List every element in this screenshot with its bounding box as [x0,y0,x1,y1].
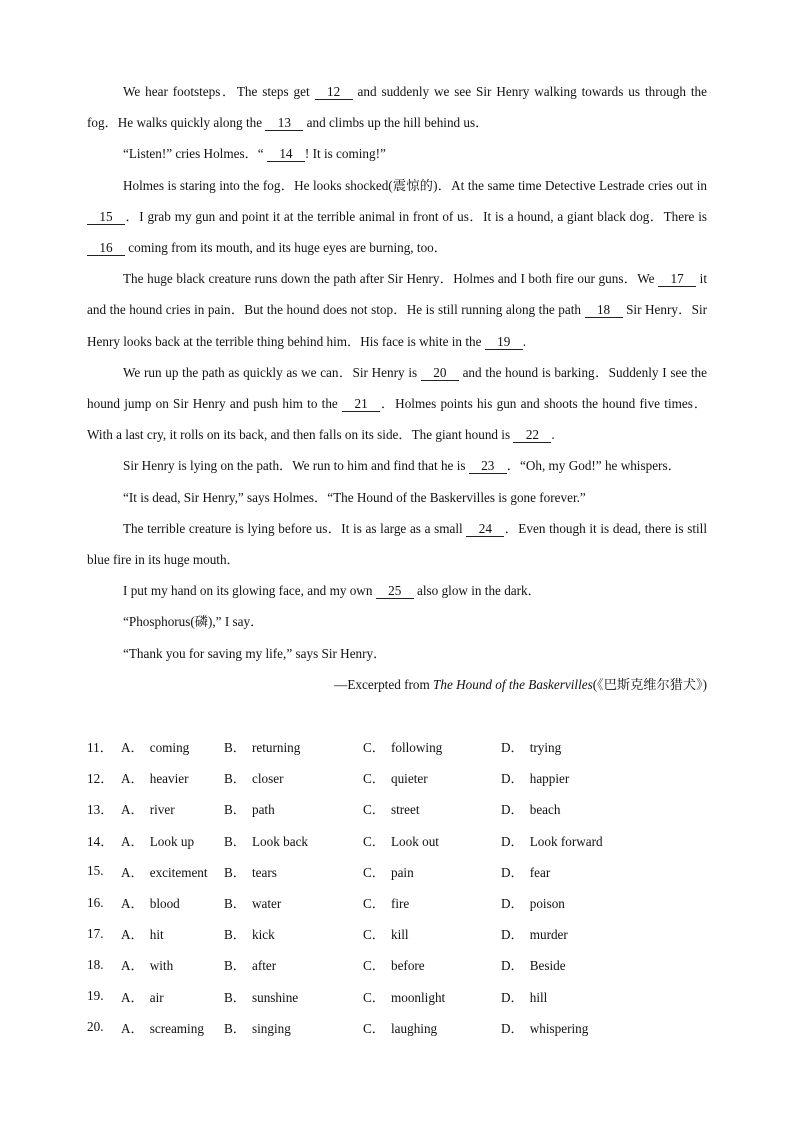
option-text: kill [390,927,409,943]
answer-blank[interactable]: 25 [376,583,414,599]
passage-text: We hear footsteps．The steps get [123,84,315,99]
option-letter: D． [501,896,524,912]
answer-blank[interactable]: 23 [469,458,507,474]
option-d[interactable] [501,955,661,974]
option-letter: A． [121,1020,144,1036]
option-letter: B． [224,927,246,943]
answer-blank[interactable]: 14 [267,146,305,162]
option-d[interactable] [501,768,661,787]
option-b[interactable] [224,893,363,912]
passage-paragraph [87,263,707,357]
passage-text: also glow in the dark． [413,583,541,599]
question-number: 16. [87,894,104,910]
option-a[interactable] [121,893,224,912]
passage-text: Sir Henry．Sir Henry looks back at the terrible thing behind him．His face is white in the [87,302,707,349]
passage-text: Sir Henry is lying on the path．We run to him and find that he is [123,458,469,474]
passage-paragraph [87,76,707,138]
option-text: fear [529,864,551,880]
option-text: trying [529,740,562,756]
passage-text: and suddenly we see Sir Henry walking towards us through the fog．He walks quickly along the [87,84,707,131]
option-text: kick [251,927,275,943]
option-a[interactable] [121,955,224,974]
question-row [87,825,707,856]
question-number: 15. [87,863,104,879]
option-letter: C． [363,864,385,880]
option-text: river [149,802,175,818]
option-text: singing [251,1020,291,1036]
option-text: pain [390,864,414,880]
answer-blank[interactable]: 12 [315,84,353,100]
option-text: heavier [149,771,189,787]
option-c[interactable] [363,737,501,756]
option-letter: C． [363,1020,385,1036]
option-d[interactable] [501,862,661,881]
option-d[interactable] [501,1018,661,1037]
option-b[interactable] [224,768,363,787]
question-row [87,856,707,887]
option-text: fire [390,896,410,912]
source-suffix: (《巴斯克维尔猎犬》) [592,676,707,692]
passage-text: ．I grab my gun and point it at the terrible animal in front of us．It is a hound, a giant black dog．There is [125,208,707,224]
passage-text: ．Holmes points his gun and shoots the hound five times．With a last cry, it rolls on its back, and then falls on its side．The giant hound is [87,396,708,443]
question-number: 18. [87,956,104,972]
option-c[interactable] [363,831,501,850]
option-letter: B． [224,802,246,818]
option-d[interactable] [501,893,661,912]
answer-blank[interactable]: 13 [265,115,303,131]
option-text: whispering [529,1020,589,1036]
option-d[interactable] [501,799,661,818]
passage-text: I put my hand on its glowing face, and my own [123,583,376,599]
option-text: hill [529,989,548,1005]
source-prefix: —Excerpted from [334,676,434,692]
option-text: sunshine [251,989,299,1005]
option-c[interactable] [363,955,501,974]
option-text: hit [149,927,164,943]
reading-passage [87,76,707,700]
passage-text: coming from its mouth, and its huge eyes are burning, too． [125,240,447,256]
passage-text: We run up the path as quickly as we can．Sir Henry is [123,364,421,380]
option-text: before [390,958,425,974]
passage-text: “Phosphorus(磷),” I say． [123,614,264,630]
option-b[interactable] [224,737,363,756]
question-row [87,981,707,1012]
answer-blank[interactable]: 16 [87,240,125,256]
option-c[interactable] [363,893,501,912]
option-text: closer [251,771,284,787]
answer-blank[interactable]: 20 [421,365,459,381]
option-text: after [251,958,277,974]
option-text: following [390,740,443,756]
option-text: murder [529,927,568,943]
option-letter: D． [501,927,524,943]
option-c[interactable] [363,862,501,881]
option-letter: B． [224,1020,246,1036]
passage-text: ．Even though it is dead, there is still blue fire in its huge mouth． [87,520,707,568]
option-text: Look out [390,833,439,849]
answer-blank[interactable]: 24 [466,521,504,537]
passage-paragraph [87,450,707,481]
option-text: returning [251,740,301,756]
question-number: 12． [87,771,114,787]
option-letter: A． [121,833,144,849]
option-letter: D． [501,1020,524,1036]
option-a[interactable] [121,768,224,787]
option-letter: A． [121,958,144,974]
option-a[interactable] [121,987,224,1006]
option-text: quieter [390,771,428,787]
passage-paragraph [87,606,707,637]
option-a[interactable] [121,862,224,881]
answer-blank[interactable]: 15 [87,209,125,225]
option-letter: B． [224,989,246,1005]
question-number: 17. [87,925,104,941]
passage-text: . [551,427,555,443]
option-text: street [390,802,420,818]
option-b[interactable] [224,1018,363,1037]
source-title: The Hound of the Baskervilles [433,676,593,692]
answer-blank[interactable]: 18 [585,302,623,318]
option-letter: C． [363,771,385,787]
option-letter: D． [501,958,524,974]
question-number: 19. [87,988,104,1004]
answer-blank[interactable]: 21 [342,396,380,412]
option-text: poison [529,896,565,912]
option-text: laughing [390,1020,438,1036]
passage-text: ! It is coming!” [304,146,386,162]
option-letter: D． [501,833,524,849]
passage-paragraph [87,138,707,169]
option-letter: C． [363,802,385,818]
option-b[interactable] [224,831,363,850]
option-d[interactable] [501,924,661,943]
question-row [87,887,707,918]
option-c[interactable] [363,924,501,943]
question-number: 14． [87,833,114,849]
passage-paragraph [87,513,707,575]
option-letter: B． [224,771,246,787]
option-text: path [251,802,275,818]
option-text: coming [149,740,190,756]
option-letter: C． [363,989,385,1005]
passage-text: and the hound is barking．Suddenly I see the hound jump on Sir Henry and push him to the [87,364,707,412]
option-c[interactable] [363,987,501,1006]
option-text: moonlight [390,989,446,1005]
option-letter: D． [501,989,524,1005]
option-text: beach [529,802,561,818]
option-text: Look up [149,833,195,849]
passage-paragraph [87,357,707,451]
option-c[interactable] [363,799,501,818]
option-letter: C． [363,927,385,943]
option-letter: C． [363,896,385,912]
option-letter: D． [501,802,524,818]
option-letter: A． [121,864,144,880]
option-text: Beside [529,958,566,974]
option-letter: A． [121,896,144,912]
option-a[interactable] [121,799,224,818]
option-d[interactable] [501,831,661,850]
option-letter: B． [224,833,246,849]
question-number: 11． [87,740,113,756]
option-letter: A． [121,802,144,818]
question-row [87,762,707,793]
option-a[interactable] [121,831,224,850]
option-letter: D． [501,864,524,880]
passage-text: “It is dead, Sir Henry,” says Holmes．“The Hound of the Baskervilles is gone forever.” [123,489,586,505]
option-letter: A． [121,740,144,756]
answer-blank[interactable]: 22 [513,427,551,443]
option-text: Look forward [529,833,603,849]
passage-text: “Thank you for saving my life,” says Sir Henry． [123,645,387,661]
question-number: 13． [87,802,114,818]
option-b[interactable] [224,924,363,943]
passage-text: it and the hound cries in pain．But the hound does not stop．He is still running along the path [87,271,707,318]
option-letter: D． [501,740,524,756]
option-text: Look back [251,833,309,849]
option-text: blood [149,896,180,912]
question-row [87,731,707,762]
passage-text: . [522,333,527,349]
passage-text: “Listen!” cries Holmes．“ [123,146,267,162]
passage-text: The terrible creature is lying before us．It is as large as a small [123,520,467,536]
option-a[interactable] [121,737,224,756]
option-d[interactable] [501,987,661,1006]
option-b[interactable] [224,862,363,881]
question-row [87,918,707,949]
passage-text: and climbs up the hill behind us． [303,115,489,131]
question-row [87,1012,707,1043]
option-text: air [149,989,164,1005]
question-row [87,949,707,980]
option-d[interactable] [501,737,661,756]
option-letter: C． [363,833,385,849]
source-citation [87,669,707,700]
option-text: with [149,958,174,974]
option-c[interactable] [363,1018,501,1037]
answer-blank[interactable]: 19 [485,334,523,350]
answer-blank[interactable]: 17 [658,271,696,287]
passage-text: The huge black creature runs down the path after Sir Henry．Holmes and I both fire our guns．We [123,271,659,287]
option-text: excitement [149,864,208,880]
option-a[interactable] [121,924,224,943]
option-text: screaming [149,1020,204,1036]
option-letter: C． [363,740,385,756]
option-text: water [251,896,282,912]
option-b[interactable] [224,987,363,1006]
question-number: 20. [87,1019,104,1035]
passage-paragraph [87,575,707,606]
option-letter: C． [363,958,385,974]
passage-text: Holmes is staring into the fog．He looks shocked(震惊的)．At the same time Detective Lestrade cries out in [123,177,707,193]
option-letter: A． [121,989,144,1005]
option-letter: D． [501,771,524,787]
option-letter: A． [121,771,144,787]
passage-paragraph [87,170,707,264]
question-row [87,793,707,824]
option-letter: B． [224,896,246,912]
option-b[interactable] [224,955,363,974]
option-letter: B． [224,958,246,974]
option-text: tears [251,864,277,880]
option-letter: B． [224,740,246,756]
option-c[interactable] [363,768,501,787]
option-letter: A． [121,927,144,943]
option-b[interactable] [224,799,363,818]
passage-paragraph [87,482,707,513]
answer-options [87,731,707,1043]
passage-paragraph [87,638,707,669]
option-letter: B． [224,864,246,880]
option-text: happier [529,771,570,787]
option-a[interactable] [121,1018,224,1037]
passage-text: ．“Oh, my God!” he whispers． [506,458,681,474]
